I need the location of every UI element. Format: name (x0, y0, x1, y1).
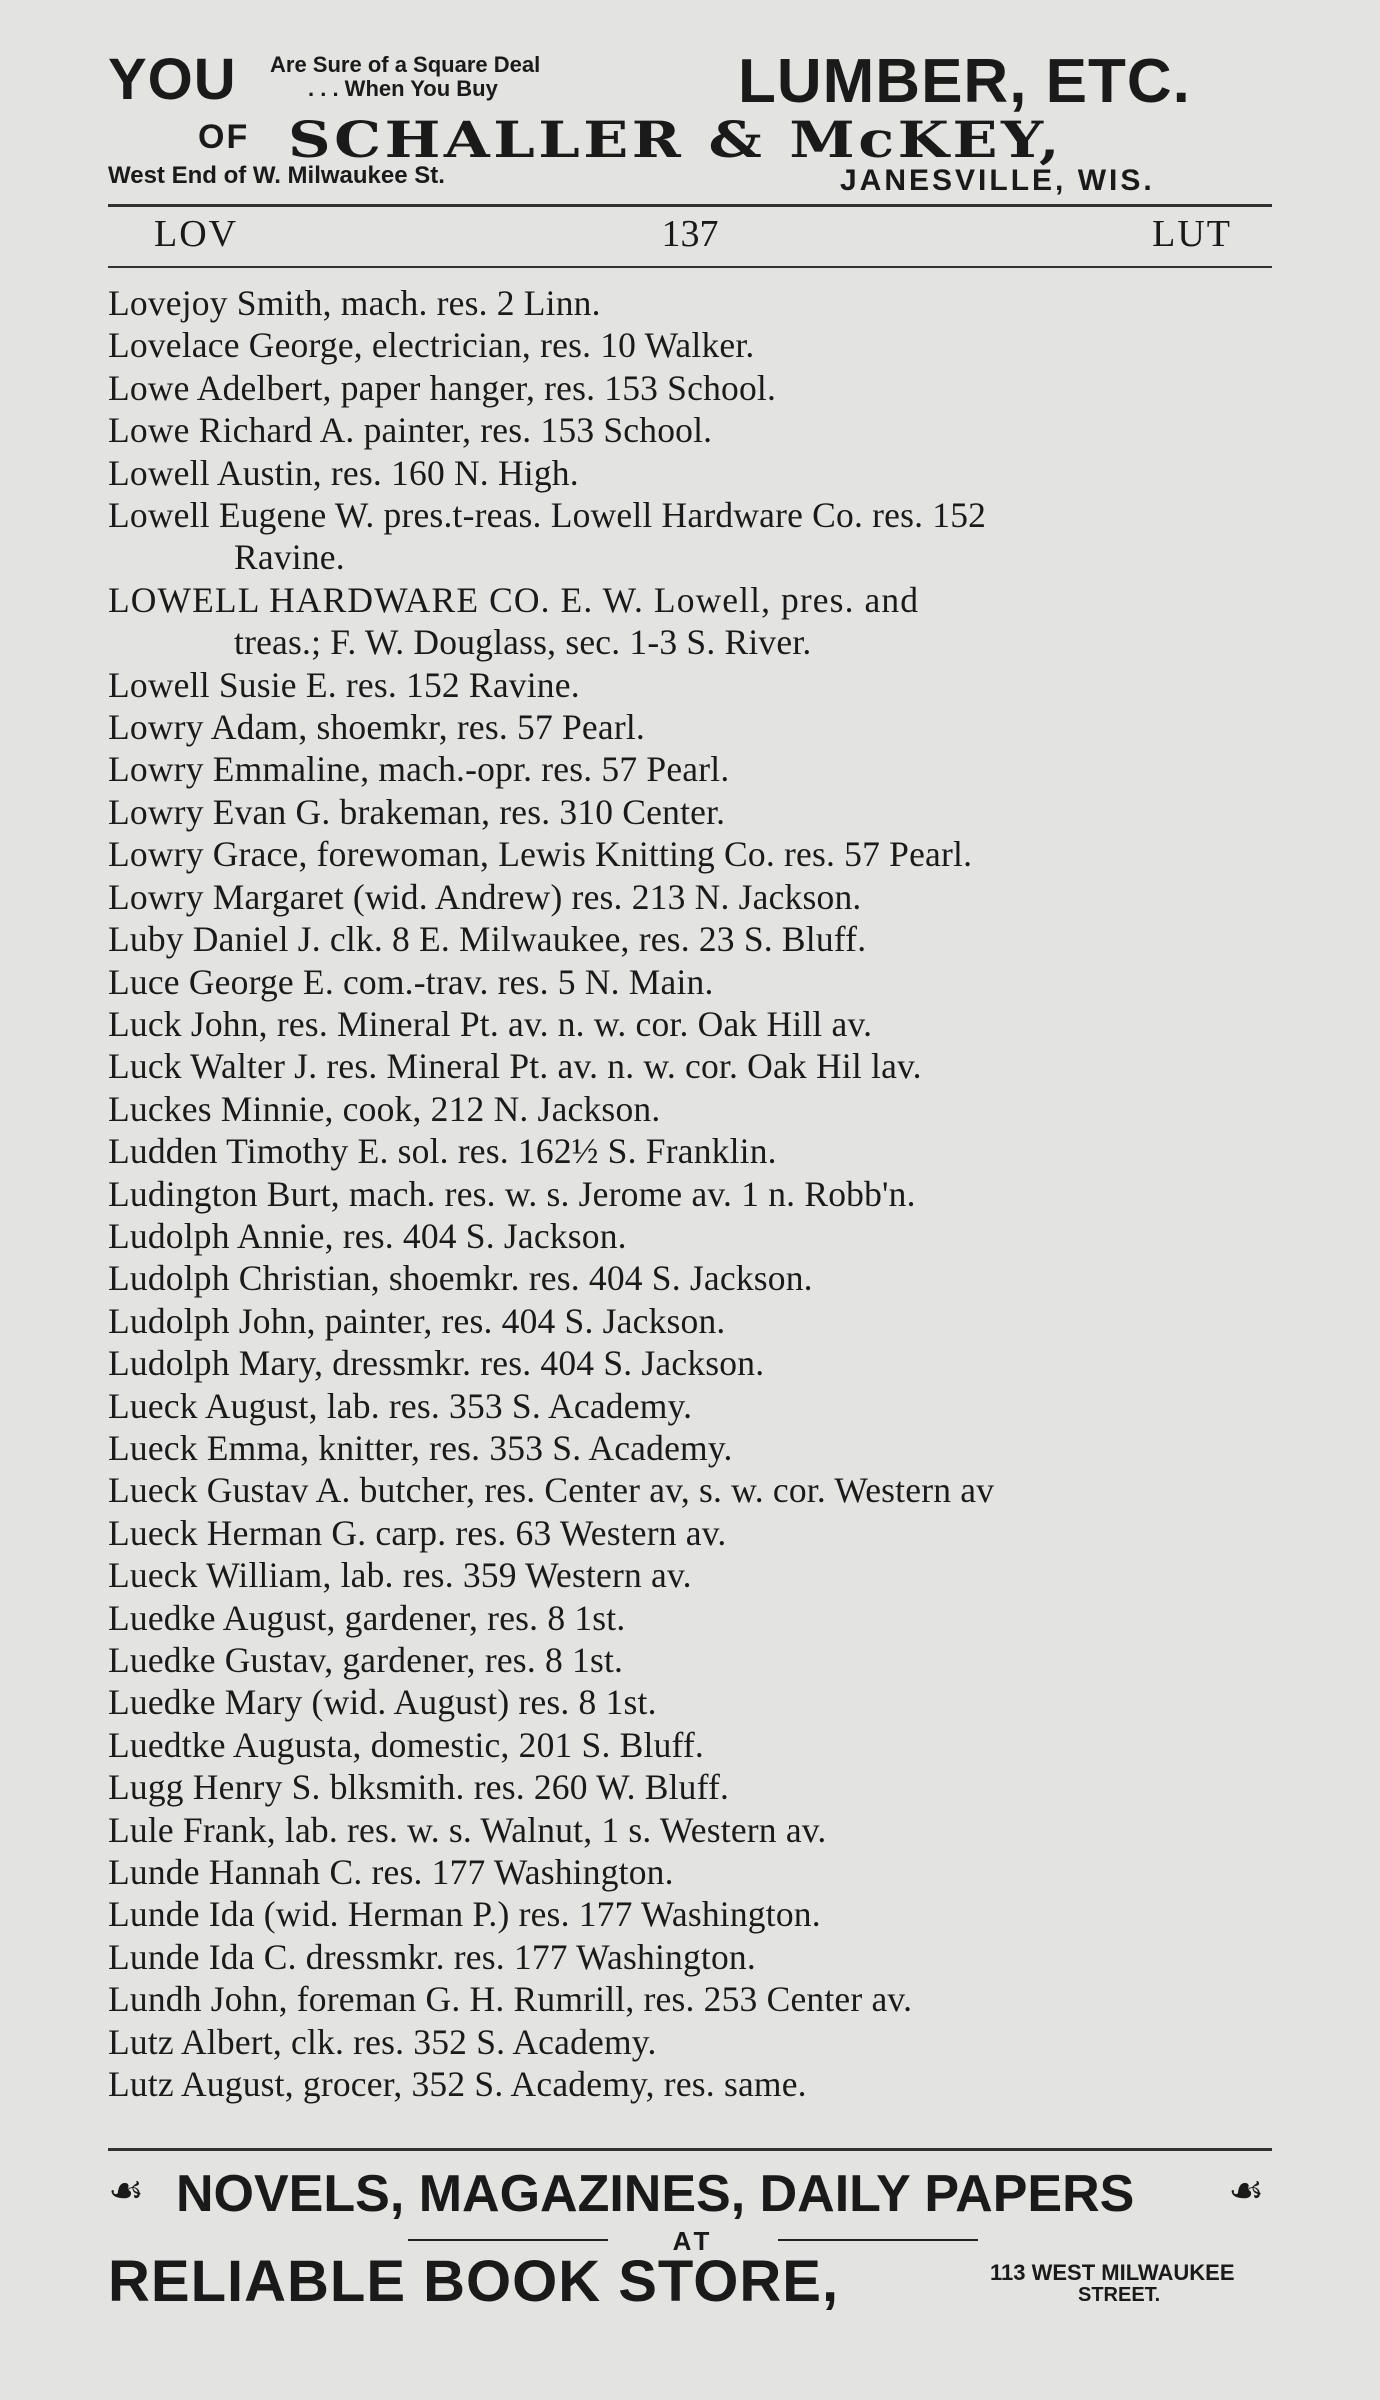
listing-entry (108, 748, 1272, 790)
listing-entry (108, 1639, 1272, 1681)
listing-text: Lowell Susie E. res. 152 Ravine. (108, 664, 580, 705)
ad-address-left: West End of W. Milwaukee St. (108, 162, 445, 189)
listing-entry (108, 1512, 1272, 1554)
listing-text: Lowell Eugene W. pres.t-reas. Lowell Hardware Co. res. 152 (108, 495, 987, 536)
listing-text: Lowry Evan G. brakeman, res. 310 Center. (108, 791, 726, 832)
listing-entry (108, 367, 1272, 409)
listing-entry (108, 791, 1272, 833)
ad-lumber: LUMBER, ETC. (738, 47, 1191, 116)
listing-text: Ludden Timothy E. sol. res. 162½ S. Franklin. (108, 1131, 777, 1172)
listing-text: Luedke August, gardener, res. 8 1st. (108, 1597, 626, 1638)
listing-entry (108, 1724, 1272, 1766)
listing-entry (108, 664, 1272, 706)
ad-street-line2: STREET. (1078, 2284, 1161, 2306)
listing-text: Lowe Adelbert, paper hanger, res. 153 School. (108, 367, 777, 408)
ad-firm-name: SCHALLER & McKEY, (288, 110, 1064, 169)
top-advertisement (108, 40, 1272, 200)
listing-text: Luckes Minnie, cook, 212 N. Jackson. (108, 1088, 661, 1129)
listing-text: Lovejoy Smith, mach. res. 2 Linn. (108, 283, 601, 323)
header-rule-bottom (108, 266, 1272, 268)
listing-entry (108, 409, 1272, 451)
ad-square-deal-line2: . . . When You Buy (308, 76, 498, 101)
ad-you: YOU (108, 47, 237, 112)
ornament-left-icon: ☙ (108, 2169, 144, 2213)
listing-text: Lueck William, lab. res. 359 Western av. (108, 1555, 692, 1596)
listing-entry (108, 1978, 1272, 2020)
listing-entry (108, 961, 1272, 1003)
listing-text: Lunde Hannah C. res. 177 Washington. (108, 1852, 674, 1893)
running-header-left: LOV (154, 213, 239, 255)
listing-entry (108, 1045, 1272, 1087)
listing-entry (108, 1469, 1272, 1511)
listing-entry (108, 1215, 1272, 1257)
ad-novels: NOVELS, MAGAZINES, DAILY PAPERS (176, 2165, 1135, 2223)
listing-entry (108, 1173, 1272, 1215)
bottom-advertisement (108, 2160, 1272, 2314)
listing-entry (108, 1130, 1272, 1172)
header-rule-top (108, 204, 1272, 207)
listing-entry (108, 1681, 1272, 1723)
listing-text: Lueck Gustav A. butcher, res. Center av, s. w. cor. Western av (108, 1470, 995, 1511)
listing-entry (108, 918, 1272, 960)
page-number: 137 (661, 213, 719, 255)
listing-entry (108, 1766, 1272, 1808)
listing-entry (108, 2021, 1272, 2063)
directory-listings (108, 282, 1272, 2105)
listing-entry (108, 1003, 1272, 1045)
listing-entry (108, 1427, 1272, 1469)
listing-entry (108, 1342, 1272, 1384)
listing-continuation: treas.; F. W. Douglass, sec. 1-3 S. River. (234, 622, 812, 663)
listing-text: Luck John, res. Mineral Pt. av. n. w. cor. Oak Hill av. (108, 1003, 873, 1044)
listing-entry (108, 324, 1272, 366)
listing-text: Lowell Austin, res. 160 N. High. (108, 452, 579, 493)
at-rule-right (778, 2239, 978, 2241)
listing-text: Lueck Emma, knitter, res. 353 S. Academy. (108, 1427, 733, 1468)
ad-at: AT (672, 2226, 714, 2256)
listing-entry (108, 1088, 1272, 1130)
listing-text: Ludington Burt, mach. res. w. s. Jerome av. 1 n. Robb'n. (108, 1173, 916, 1214)
listing-text: Luck Walter J. res. Mineral Pt. av. n. w. cor. Oak Hil lav. (108, 1046, 922, 1087)
listing-entry (108, 1809, 1272, 1851)
listing-text: Lowry Adam, shoemkr, res. 57 Pearl. (108, 707, 645, 748)
ad-square-deal-line1: Are Sure of a Square Deal (270, 52, 541, 77)
listing-entry (108, 1385, 1272, 1427)
listing-text: Ludolph Christian, shoemkr. res. 404 S. Jackson. (108, 1258, 813, 1299)
listing-text: Luedke Mary (wid. August) res. 8 1st. (108, 1682, 657, 1723)
listing-text: Lueck Herman G. carp. res. 63 Western av. (108, 1512, 727, 1553)
listing-entry (108, 579, 1272, 664)
listing-text: LOWELL HARDWARE CO. E. W. Lowell, pres. and (108, 579, 920, 620)
listing-text: Lundh John, foreman G. H. Rumrill, res. 253 Center av. (108, 1979, 913, 2020)
listing-entry (108, 1936, 1272, 1978)
ad-of: OF (198, 118, 250, 156)
listing-entry (108, 494, 1272, 579)
listing-text: Lutz August, grocer, 352 S. Academy, res. same. (108, 2064, 807, 2105)
listing-text: Lunde Ida C. dressmkr. res. 177 Washington. (108, 1936, 756, 1977)
listing-continuation: Ravine. (234, 537, 345, 578)
listing-text: Lowry Emmaline, mach.-opr. res. 57 Pearl. (108, 749, 730, 790)
ornament-right-icon: ☙ (1228, 2169, 1264, 2213)
listing-entry (108, 282, 1272, 324)
ad-street-line1: 113 WEST MILWAUKEE (990, 2260, 1235, 2285)
listing-entry (108, 2063, 1272, 2105)
listing-entry (108, 1300, 1272, 1342)
listing-text: Lovelace George, electrician, res. 10 Walker. (108, 325, 755, 366)
listing-text: Ludolph John, painter, res. 404 S. Jackson. (108, 1300, 726, 1341)
listing-entry (108, 1893, 1272, 1935)
listing-entry (108, 1597, 1272, 1639)
listing-text: Luby Daniel J. clk. 8 E. Milwaukee, res. 23 S. Bluff. (108, 919, 867, 960)
listing-entry (108, 706, 1272, 748)
listing-entry (108, 1257, 1272, 1299)
listing-entry (108, 452, 1272, 494)
listing-text: Luce George E. com.-trav. res. 5 N. Main. (108, 961, 714, 1002)
listing-text: Ludolph Mary, dressmkr. res. 404 S. Jackson. (108, 1343, 765, 1384)
listing-text: Lowe Richard A. painter, res. 153 School. (108, 410, 713, 451)
listing-entry (108, 833, 1272, 875)
listing-entry (108, 876, 1272, 918)
listing-text: Ludolph Annie, res. 404 S. Jackson. (108, 1215, 627, 1256)
listing-text: Lunde Ida (wid. Herman P.) res. 177 Washington. (108, 1894, 821, 1935)
listing-text: Lutz Albert, clk. res. 352 S. Academy. (108, 2021, 657, 2062)
listing-text: Luedtke Augusta, domestic, 201 S. Bluff. (108, 1724, 705, 1765)
listing-text: Lowry Margaret (wid. Andrew) res. 213 N. Jackson. (108, 876, 862, 917)
listing-text: Lowry Grace, forewoman, Lewis Knitting Co. res. 57 Pearl. (108, 834, 973, 875)
footer-rule (108, 2148, 1272, 2151)
listing-entry (108, 1554, 1272, 1596)
listing-text: Lueck August, lab. res. 353 S. Academy. (108, 1385, 693, 1426)
listing-entry (108, 1851, 1272, 1893)
running-header (108, 212, 1272, 262)
listing-text: Lugg Henry S. blksmith. res. 260 W. Bluff. (108, 1767, 730, 1808)
ad-store-name: RELIABLE BOOK STORE, (108, 2249, 840, 2314)
ad-address-right: JANESVILLE, WIS. (840, 164, 1155, 197)
listing-text: Luedke Gustav, gardener, res. 8 1st. (108, 1640, 624, 1680)
listing-text: Lule Frank, lab. res. w. s. Walnut, 1 s. Western av. (108, 1809, 827, 1850)
running-header-right: LUT (1152, 213, 1232, 255)
